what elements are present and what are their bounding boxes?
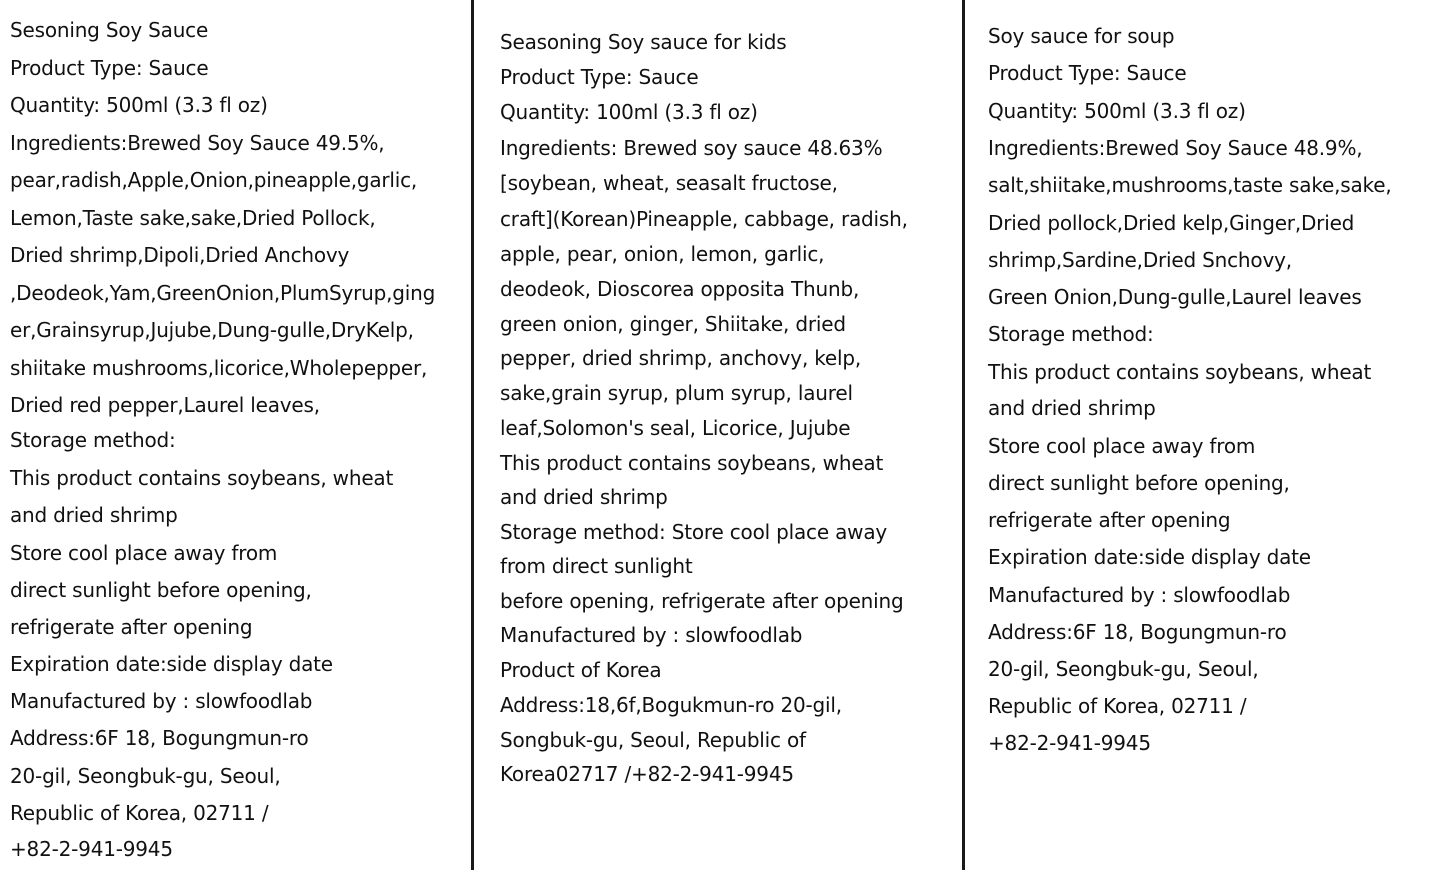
label-line: Quantity: 500ml (3.3 fl oz) [988,99,1246,123]
label-line: +82-2-941-9945 [988,731,1151,755]
label-line: direct sunlight before opening, [10,578,312,602]
label-line: Quantity: 500ml (3.3 fl oz) [10,93,268,117]
label-line: deodeok, Dioscorea opposita Thunb, [500,277,860,301]
label-line: from direct sunlight [500,554,693,578]
label-line: green onion, ginger, Shiitake, dried [500,312,846,336]
label-line: salt,shiitake,mushrooms,taste sake,sake, [988,173,1392,197]
label-line: Songbuk-gu, Seoul, Republic of [500,728,806,752]
label-line: Quantity: 100ml (3.3 fl oz) [500,100,758,124]
label-line: This product contains soybeans, wheat [500,451,884,475]
label-line: Address:6F 18, Bogungmun-ro [988,620,1287,644]
label-line: Manufactured by : slowfoodlab [10,689,313,713]
label-line: Address:6F 18, Bogungmun-ro [10,726,309,750]
label-line: Lemon,Taste sake,sake,Dried Pollock, [10,206,376,230]
product-title: Seasoning Soy sauce for kids [500,30,787,54]
label-line: Storage method: [10,428,176,452]
label-line: Ingredients: Brewed soy sauce 48.63% [500,136,883,160]
label-line: Green Onion,Dung-gulle,Laurel leaves [988,285,1362,309]
column-divider-right [962,0,965,870]
label-line: Republic of Korea, 02711 / [988,694,1247,718]
label-line: 20-gil, Seongbuk-gu, Seoul, [988,657,1259,681]
label-line: refrigerate after opening [10,615,253,639]
label-line: This product contains soybeans, wheat [988,360,1372,384]
label-line: and dried shrimp [10,503,178,527]
label-line: Manufactured by : slowfoodlab [500,623,803,647]
label-line: +82-2-941-9945 [10,837,173,861]
label-line: Product Type: Sauce [500,65,699,89]
label-line: Korea02717 /+82-2-941-9945 [500,762,794,786]
label-line: Product Type: Sauce [988,61,1187,85]
label-line: shrimp,Sardine,Dried Snchovy, [988,248,1292,272]
label-line: Dried red pepper,Laurel leaves, [10,393,320,417]
product-title: Sesoning Soy Sauce [10,18,209,42]
label-line: Storage method: [988,322,1154,346]
label-line: er,Grainsyrup,Jujube,Dung-gulle,DryKelp, [10,318,414,342]
label-line: Manufactured by : slowfoodlab [988,583,1291,607]
label-line: Storage method: Store cool place away [500,520,888,544]
label-line: shiitake mushrooms,licorice,Wholepepper, [10,356,428,380]
label-line: This product contains soybeans, wheat [10,466,394,490]
label-line: and dried shrimp [988,396,1156,420]
label-line: direct sunlight before opening, [988,471,1290,495]
label-line: 20-gil, Seongbuk-gu, Seoul, [10,764,281,788]
label-line: Store cool place away from [10,541,278,565]
label-line: Address:18,6f,Bogukmun-ro 20-gil, [500,693,842,717]
label-line: apple, pear, onion, lemon, garlic, [500,242,825,266]
label-line: craft](Korean)Pineapple, cabbage, radish, [500,207,908,231]
label-line: Expiration date:side display date [988,545,1311,569]
label-line: Dried pollock,Dried kelp,Ginger,Dried [988,211,1355,235]
label-line: Store cool place away from [988,434,1256,458]
label-line: Product of Korea [500,658,662,682]
product-title: Soy sauce for soup [988,24,1175,48]
label-line: refrigerate after opening [988,508,1231,532]
label-line: pear,radish,Apple,Onion,pineapple,garlic, [10,168,418,192]
label-line: ,Deodeok,Yam,GreenOnion,PlumSyrup,ging [10,281,436,305]
label-line: [soybean, wheat, seasalt fructose, [500,171,838,195]
label-line: Dried shrimp,Dipoli,Dried Anchovy [10,243,350,267]
label-line: Expiration date:side display date [10,652,333,676]
label-line: leaf,Solomon's seal, Licorice, Jujube [500,416,851,440]
label-line: pepper, dried shrimp, anchovy, kelp, [500,346,862,370]
label-line: Republic of Korea, 02711 / [10,801,269,825]
label-line: Ingredients:Brewed Soy Sauce 48.9%, [988,136,1363,160]
label-line: Product Type: Sauce [10,56,209,80]
label-line: sake,grain syrup, plum syrup, laurel [500,381,853,405]
label-line: and dried shrimp [500,485,668,509]
column-divider-left [471,0,474,870]
label-line: Ingredients:Brewed Soy Sauce 49.5%, [10,131,385,155]
label-line: before opening, refrigerate after opening [500,589,904,613]
